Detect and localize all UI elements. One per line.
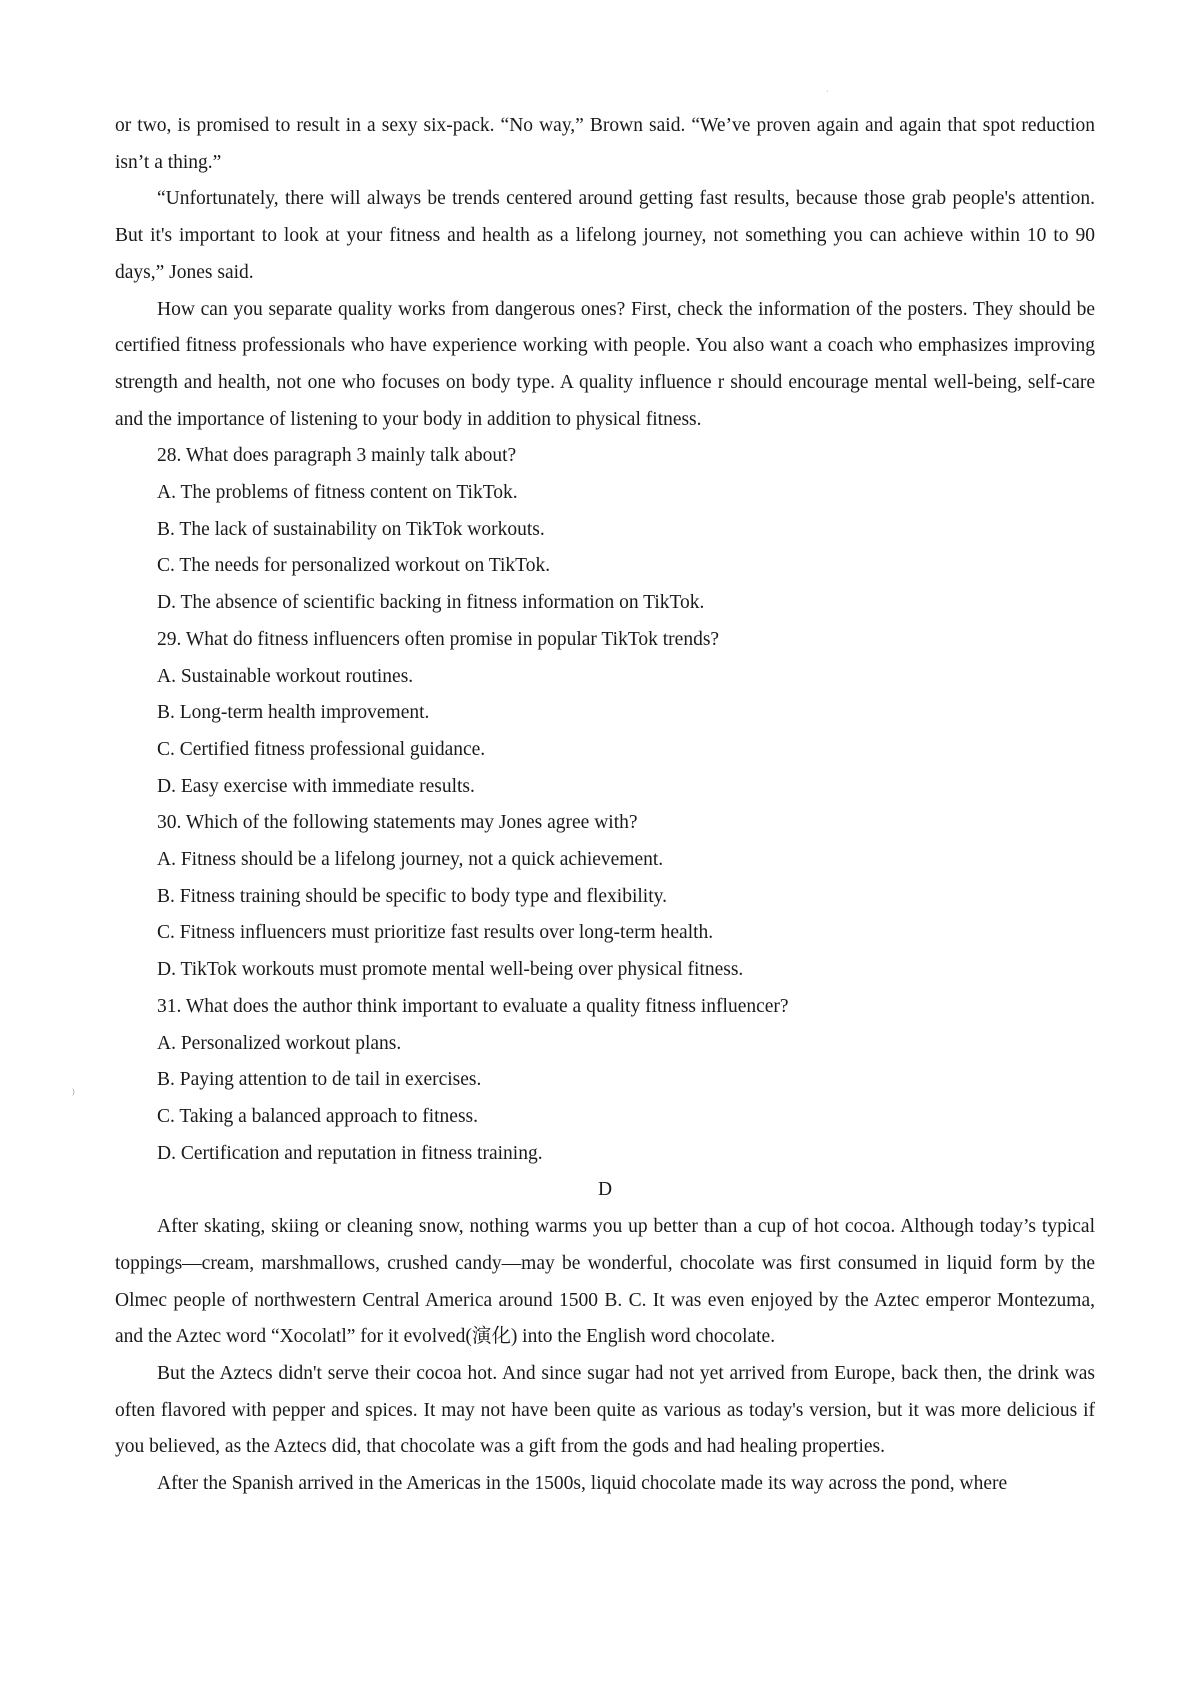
question-stem: 30. Which of the following statements may Jones agree with? bbox=[157, 812, 638, 834]
answer-option: D. TikTok workouts must promote mental well-being over physical fitness. bbox=[157, 959, 744, 981]
answer-option: A. Personalized workout plans. bbox=[157, 1032, 402, 1054]
answer-option: A. Sustainable workout routines. bbox=[157, 665, 414, 687]
answer-option: C. Fitness influencers must prioritize fast results over long-term health. bbox=[157, 922, 714, 944]
answer-option: D. Easy exercise with immediate results. bbox=[157, 775, 475, 797]
answer-option: D. The absence of scientific backing in fitness information on TikTok. bbox=[157, 592, 705, 614]
question-28 bbox=[115, 438, 1095, 622]
answer-option: C. Taking a balanced approach to fitness. bbox=[157, 1105, 479, 1127]
question-30 bbox=[115, 805, 1095, 989]
section-heading: D bbox=[597, 1179, 613, 1201]
passage-paragraph: After the Spanish arrived in the Americas in the 1500s, liquid chocolate made its way across the pond, where bbox=[157, 1473, 1008, 1495]
answer-option: B. Long-term health improvement. bbox=[157, 702, 430, 724]
answer-option: B. Paying attention to de tail in exercises. bbox=[157, 1069, 482, 1091]
question-stem: 31. What does the author think important to evaluate a quality fitness influencer? bbox=[157, 995, 789, 1017]
answer-option: B. Fitness training should be specific to body type and flexibility. bbox=[157, 885, 667, 907]
scan-speck: · bbox=[826, 87, 829, 96]
answer-option: A. Fitness should be a lifelong journey, not a quick achievement. bbox=[157, 849, 664, 871]
scan-speck: ) bbox=[72, 1087, 75, 1096]
passage-paragraph: But the Aztecs didn't serve their cocoa hot. And since sugar had not yet arrived from Europe, back then, the drink was often flavored with pepper and spices. It may not have been quite as various as today's version, but it was more delicious if you believed, as the Aztecs did, that chocolate was a gift from the gods and had healing properties. bbox=[115, 1362, 1095, 1458]
question-31 bbox=[115, 989, 1095, 1173]
answer-option: D. Certification and reputation in fitness training. bbox=[157, 1142, 543, 1164]
document-page bbox=[115, 108, 1095, 1503]
answer-option: B. The lack of sustainability on TikTok workouts. bbox=[157, 518, 545, 540]
passage-paragraph: “Unfortunately, there will always be trends centered around getting fast results, because those grab people's attention. But it's important to look at your fitness and health as a lifelong journey, not something you can achieve within 10 to 90 days,” Jones said. bbox=[115, 188, 1095, 283]
passage-paragraph: or two, is promised to result in a sexy six-pack. “No way,” Brown said. “We’ve proven again and again that spot reduction isn’t a thing.” bbox=[115, 115, 1095, 173]
question-29 bbox=[115, 622, 1095, 806]
passage-paragraph: After skating, skiing or cleaning snow, nothing warms you up better than a cup of hot cocoa. Although today’s typical toppings—cream, marshmallows, crushed candy—may be wonderful, chocolate was first consumed in liquid form by the Olmec people of northwestern Central America around 1500 B. C. It was even enjoyed by the Aztec emperor Montezuma, and the Aztec word “Xocolatl” for it evolved(演化) into the English word chocolate. bbox=[115, 1216, 1095, 1348]
question-stem: 29. What do fitness influencers often promise in popular TikTok trends? bbox=[157, 628, 720, 650]
answer-option: A. The problems of fitness content on TikTok. bbox=[157, 482, 518, 504]
answer-option: C. Certified fitness professional guidance. bbox=[157, 738, 486, 760]
passage-paragraph: How can you separate quality works from dangerous ones? First, check the information of the posters. They should be certified fitness professionals who have experience working with people. You also want a coach who emphasizes improving strength and health, not one who focuses on body type. A quality influence r should encourage mental well-being, self-care and the importance of listening to your body in addition to physical fitness. bbox=[115, 298, 1095, 430]
answer-option: C. The needs for personalized workout on TikTok. bbox=[157, 555, 551, 577]
question-stem: 28. What does paragraph 3 mainly talk about? bbox=[157, 445, 517, 467]
